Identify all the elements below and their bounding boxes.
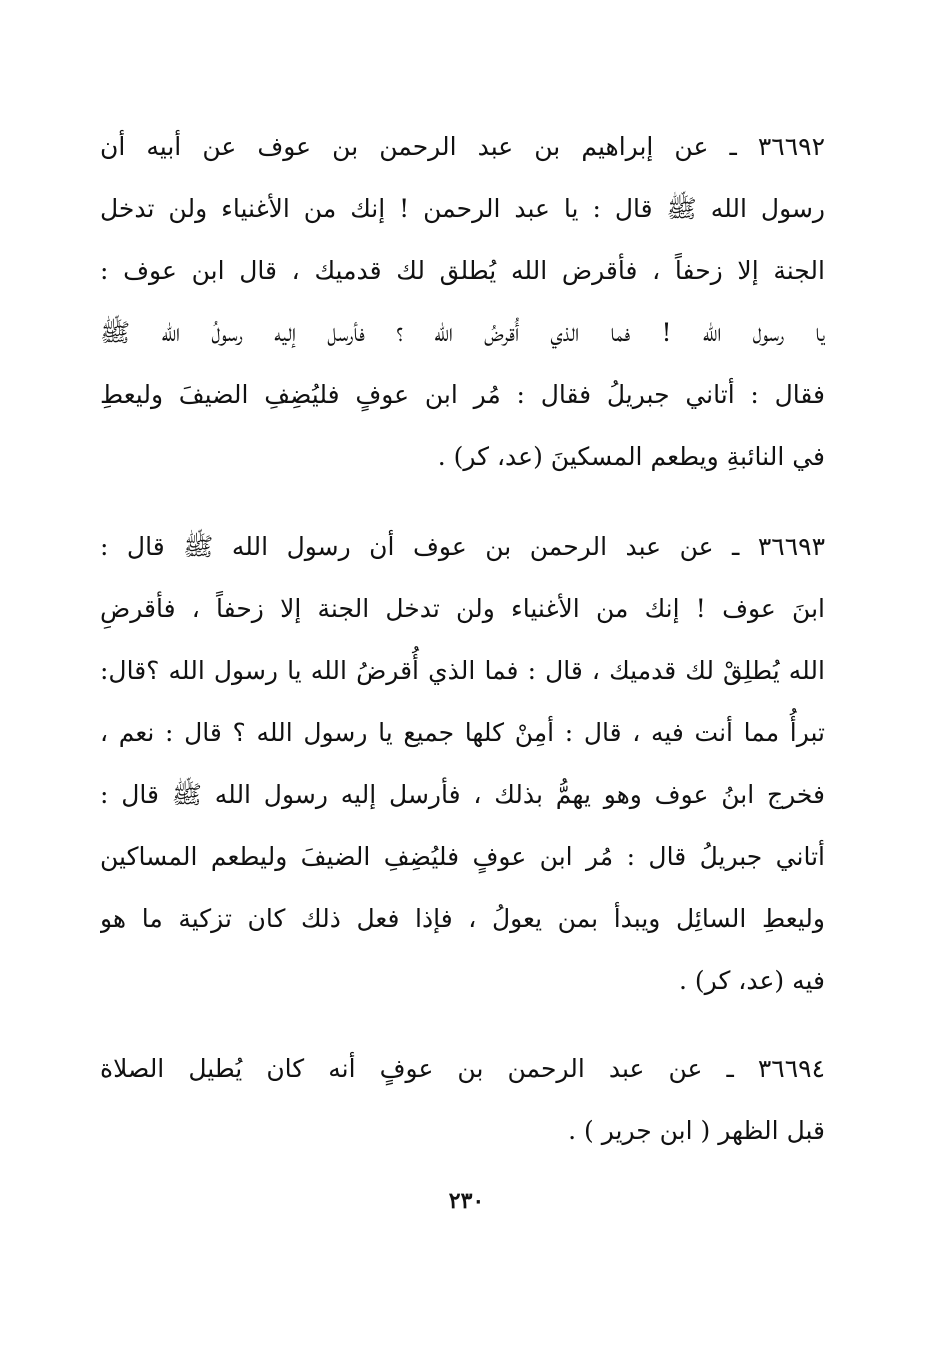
text-line: أتاني جبريلُ قال : مُر ابن عوفٍ فليُضِفِ الضيفَ وليطعم المساكين [100,842,825,871]
text-line: قبل الظهر ( ابن جرير ) . [568,1116,825,1145]
text-line: الله يُطلِقْ لك قدميك ، قال : فما الذي أُقرضُ الله يا رسول الله ؟قال: [100,656,825,685]
text-line: فخرج ابنُ عوف وهو يهمُّ بذلك ، فأرسل إليه رسول الله ﷺ قال : [100,780,825,809]
text-line: في النائبةِ ويطعم المسكينَ (عد، كر) . [437,442,825,471]
text-line: فقال : أتاني جبريلُ فقال : مُر ابن عوفٍ فليُضِفِ الضيفَ وليعطِ [100,380,825,409]
text-line: ٣٦٦٩٢ ـ عن إبراهيم بن عبد الرحمن بن عوف عن أبيه أن [100,132,825,161]
text-line: فيه (عد، كر) . [679,966,825,995]
text-line: الجنة إلا زحفاً ، فأقرض الله يُطلق لك قدميك ، قال ابن عوف : [100,256,825,285]
text-line: تبرأُ مما أنت فيه ، قال : أمِنْ كلها جميع يا رسول الله ؟ قال : نعم ، [100,718,825,747]
hadith-paragraph-36694 [100,1038,825,1162]
text-line: ابنَ عوف ! إنك من الأغنياء ولن تدخل الجنة إلا زحفاً ، فأقرضِ [100,594,825,623]
text-line: ٣٦٦٩٣ ـ عن عبد الرحمن بن عوف أن رسول الله ﷺ قال : [100,532,825,561]
text-line: ٣٦٦٩٤ ـ عن عبد الرحمن بن عوفٍ أنه كان يُطيل الصلاة [100,1054,825,1083]
hadith-paragraph-36692 [100,116,825,488]
page-number: ٢٣٠ [448,1188,485,1214]
text-line: يا رسول الله ! فما الذي أُقرضُ الله ؟ فأرسل إليه رسولُ الله ﷺ [100,318,825,347]
text-line: رسول الله ﷺ قال : يا عبد الرحمن ! إنك من الأغنياء ولن تدخل [100,194,825,223]
hadith-paragraph-36693 [100,516,825,1012]
text-line: وليعطِ السائِل ويبدأ بمن يعولُ ، فإذا فعل ذلك كان تزكية ما هو [100,904,825,933]
